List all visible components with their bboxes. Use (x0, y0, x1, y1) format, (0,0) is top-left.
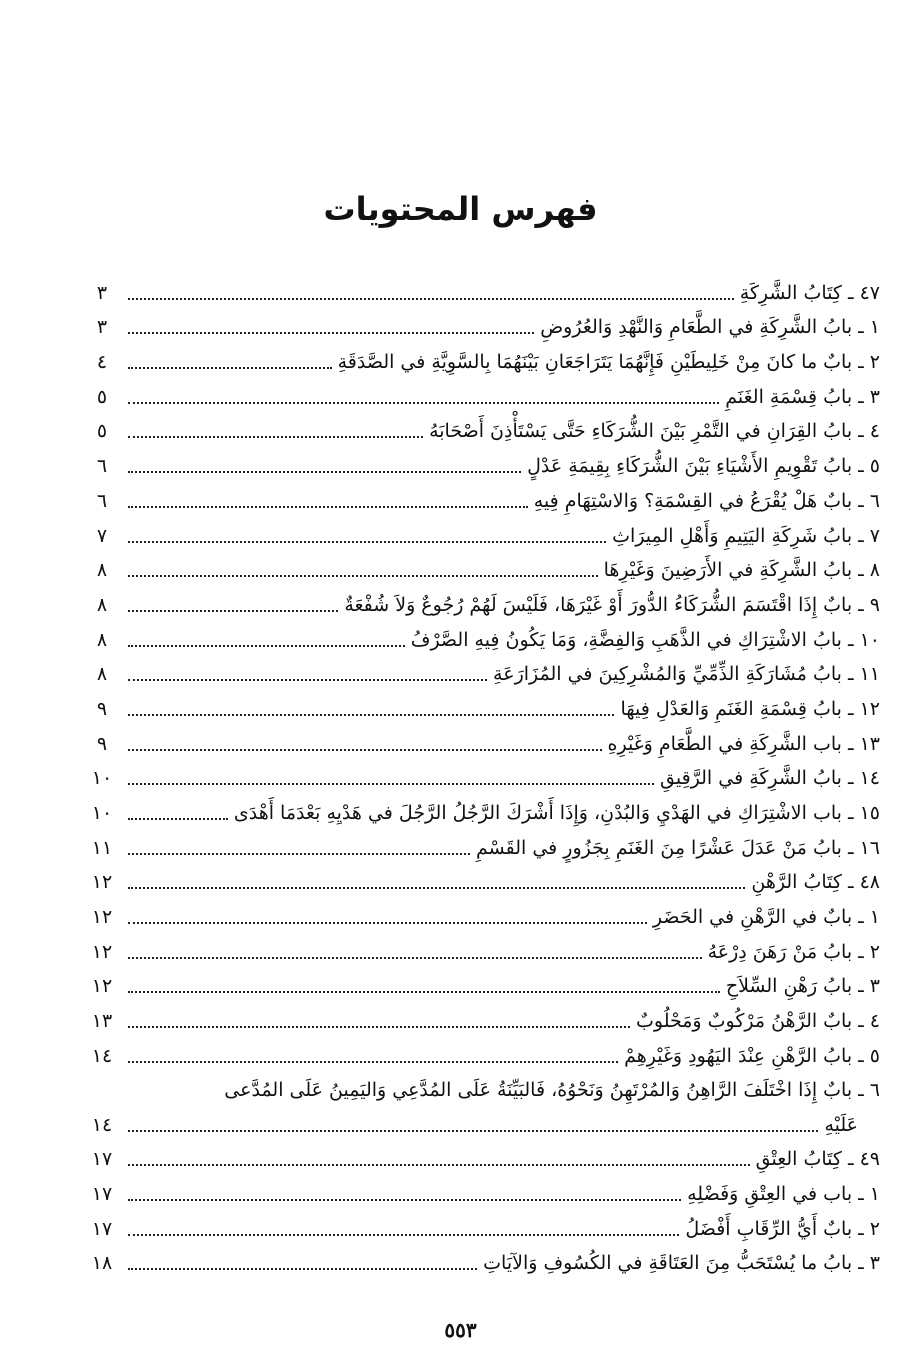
toc-page-number: ٧ (96, 524, 108, 547)
toc-entry-text: ١ ـ بابٌ في الرَّهْنِ في الحَضَرِ (652, 906, 880, 929)
toc-page-number: ١٤ (91, 1044, 113, 1067)
toc-entry (82, 899, 880, 934)
toc-page-number: ١٢ (91, 940, 113, 963)
toc-entry (82, 1003, 880, 1038)
leader-dots (128, 714, 614, 716)
toc-entry (82, 795, 880, 830)
toc-entry-text: ١٤ ـ بابُ الشَّرِكَةِ في الرَّقِيقِ (659, 767, 880, 790)
toc-entry (82, 761, 880, 796)
toc-entry (82, 483, 880, 518)
leader-dots (128, 1061, 618, 1063)
leader-dots (128, 1199, 681, 1201)
leader-dots (128, 957, 702, 959)
toc-page-number: ١٢ (91, 871, 113, 894)
toc-entry-text: ١٣ ـ باب الشَّرِكَةِ في الطَّعَامِ وَغَيْرِهِ (607, 732, 880, 755)
toc-page-number: ١٠ (91, 767, 113, 790)
toc-page-number: ٩ (96, 697, 108, 720)
leader-dots (128, 471, 521, 473)
toc-entry-text: ٦ ـ بابٌ هَلْ يُقْرَعُ في القِسْمَةِ؟ وَالاسْتِهَامِ فِيهِ (533, 489, 880, 512)
leader-dots (128, 679, 487, 681)
toc-entry (82, 969, 880, 1004)
table-of-contents (82, 275, 880, 1280)
leader-dots (128, 749, 602, 751)
toc-entry (82, 726, 880, 761)
toc-entry-text: ٢ ـ بابٌ ما كانَ مِنْ خَلِيطَيْنِ فَإِنَّهُمَا يَتَرَاجَعَانِ بَيْنَهُمَا بِالسَّوِيَّةِ في الصَّدَقَةِ (337, 351, 880, 374)
toc-entry-text: ٤٧ ـ كِتَابُ الشَّرِكَةِ (739, 281, 880, 304)
toc-page-number: ٥ (96, 385, 108, 408)
leader-dots (128, 1268, 477, 1270)
toc-page-number: ٥ (96, 420, 108, 443)
toc-page-number: ١٣ (91, 1010, 113, 1033)
toc-page-number: ١٢ (91, 906, 113, 929)
toc-entry-text: ٧ ـ بابُ شَرِكَةِ اليَتِيمِ وَأَهْلِ المِيرَاثِ (612, 524, 880, 547)
toc-entry (82, 448, 880, 483)
toc-page-number: ١٠ (91, 802, 113, 824)
toc-entry-text: ١٥ ـ باب الاشْتِرَاكِ في الهَدْيِ وَالبُدْنِ، وَإِذَا أَشْرَكَ الرَّجُلُ الرَّجُلَ في هَدْيِهِ بَعْدَمَا أَهْدَى (233, 802, 880, 824)
toc-page-number: ١١ (91, 836, 113, 859)
toc-page-number: ٤ (96, 351, 108, 374)
toc-entry (82, 1211, 880, 1246)
leader-dots (128, 853, 470, 855)
toc-entry-text: ٣ ـ بابُ ما يُسْتَحَبُّ مِنَ العَتَاقَةِ في الكُسُوفِ وَالآيَاتِ (483, 1252, 880, 1275)
toc-entry-text: ١٦ ـ بابُ مَنْ عَدَلَ عَشْرًا مِنَ الغَنَمِ بِجَزُورٍ في القَسْمِ (476, 836, 880, 859)
toc-entry (82, 587, 880, 622)
toc-entry-text: ٣ ـ بابُ رَهْنِ السِّلاَحِ (725, 975, 880, 998)
leader-dots (128, 991, 720, 993)
toc-entry (82, 1038, 880, 1073)
toc-page-number: ١٨ (91, 1252, 113, 1275)
toc-entry-text: ٢ ـ بابُ مَنْ رَهَنَ دِرْعَهُ (707, 940, 880, 963)
leader-dots (128, 402, 719, 404)
leader-dots (128, 506, 528, 508)
toc-entry-text: ٨ ـ بابُ الشَّرِكَةِ في الأَرَضِينَ وَغَيْرِهَا (603, 559, 880, 582)
toc-entry-text: ٥ ـ بابُ تَقْوِيمِ الأَشْيَاءِ بَيْنَ الشُّرَكَاءِ بِقِيمَةِ عَدْلٍ (527, 455, 880, 478)
toc-entry-text: ٣ ـ بابُ قِسْمَةِ الغَنَمِ (725, 385, 880, 408)
toc-page-number: ١٤ (91, 1113, 113, 1136)
toc-entry (82, 934, 880, 969)
toc-entry (82, 622, 880, 657)
toc-entry-text: ١ ـ باب في العِتْقِ وَفَضْلِهِ (687, 1182, 880, 1205)
toc-entry (82, 275, 880, 310)
page-number: ٥٥٣ (444, 1318, 477, 1342)
toc-entry-text: ٥ ـ بابُ الرَّهْنِ عِنْدَ اليَهُودِ وَغَيْرِهِمْ (624, 1044, 880, 1067)
leader-dots (128, 645, 405, 647)
toc-page-number: ٨ (96, 628, 108, 651)
toc-page-number: ٦ (96, 489, 108, 512)
page-title: فهرس المحتويات (323, 190, 598, 228)
leader-dots (128, 541, 606, 543)
toc-entry-text: ٤٩ ـ كِتَابُ العِتْقِ (755, 1148, 880, 1171)
toc-page-number: ١٧ (91, 1182, 113, 1205)
toc-entry (82, 553, 880, 588)
leader-dots (128, 1130, 818, 1132)
toc-entry (82, 830, 880, 865)
toc-entry (82, 691, 880, 726)
leader-dots (128, 818, 228, 820)
toc-entry-text: ٢ ـ بابٌ أَيُّ الرِّقَابِ أَفْضَلُ (685, 1217, 880, 1240)
leader-dots (128, 1026, 630, 1028)
leader-dots (128, 298, 734, 300)
toc-page-number: ٣ (96, 281, 108, 304)
leader-dots (128, 610, 338, 612)
toc-page-number: ٨ (96, 559, 108, 582)
toc-entry-text: ٤٨ ـ كِتَابُ الرَّهْنِ (751, 871, 880, 894)
toc-entry (82, 344, 880, 379)
leader-dots (128, 922, 647, 924)
toc-entry-text-continued: عَلَيْهِ (824, 1113, 858, 1136)
toc-entry (82, 1073, 880, 1142)
toc-entry-text: ٤ ـ بابٌ الرَّهْنُ مَرْكُوبٌ وَمَحْلُوبٌ (636, 1010, 880, 1033)
toc-page-number: ٣ (96, 316, 108, 339)
toc-page-number: ٨ (96, 593, 108, 616)
leader-dots (128, 436, 423, 438)
toc-entry (82, 1142, 880, 1177)
toc-page-number: ٦ (96, 455, 108, 478)
toc-entry-text: ١١ ـ بابُ مُشَارَكَةِ الذِّمِّيِّ وَالمُشْرِكِينَ في المُزَارَعَةِ (493, 663, 880, 686)
toc-entry (82, 1246, 880, 1281)
toc-entry-text: ٦ ـ بابٌ إِذَا اخْتَلَفَ الرَّاهِنُ وَالمُرْتَهِنُ وَنَحْوُهُ، فَالبَيِّنَةُ عَلَى المُدَّعِي وَاليَمِينُ عَلَى المُدَّعى (224, 1078, 880, 1101)
leader-dots (128, 1234, 679, 1236)
toc-page-number: ٩ (96, 732, 108, 755)
toc-entry (82, 865, 880, 900)
leader-dots (128, 367, 332, 369)
toc-page-number: ١٧ (91, 1217, 113, 1240)
leader-dots (128, 783, 654, 785)
toc-entry (82, 379, 880, 414)
toc-page-number: ٨ (96, 663, 108, 686)
leader-dots (128, 332, 534, 334)
toc-page-number: ١٢ (91, 975, 113, 998)
leader-dots (128, 1164, 750, 1166)
toc-entry-text: ٤ ـ بابُ القِرَانِ في التَّمْرِ بَيْنَ الشُّرَكَاءِ حَتَّى يَسْتَأْذِنَ أَصْحَابَهُ (429, 420, 880, 443)
toc-entry-text: ٩ ـ بابٌ إِذَا اقْتَسَمَ الشُّرَكَاءُ الدُّورَ أَوْ غَيْرَهَا، فَلَيْسَ لَهُمْ رُجُوعٌ وَلاَ شُفْعَةٌ (344, 593, 880, 616)
toc-page-number: ١٧ (91, 1148, 113, 1171)
toc-entry-text: ١٢ ـ بابُ قِسْمَةِ الغَنَمِ وَالعَدْلِ فِيهَا (620, 697, 880, 720)
toc-entry (82, 1176, 880, 1211)
leader-dots (128, 575, 598, 577)
toc-entry-text: ١ ـ بابُ الشَّرِكَةِ في الطَّعَامِ وَالنَّهْدِ وَالعُرُوضِ (540, 316, 880, 339)
toc-entry (82, 518, 880, 553)
toc-entry-text: ١٠ ـ بابُ الاشْتِرَاكِ في الذَّهَبِ وَالفِضَّةِ، وَمَا يَكُونُ فِيهِ الصَّرْفُ (410, 628, 880, 651)
toc-entry (82, 414, 880, 449)
leader-dots (128, 887, 745, 889)
toc-entry (82, 657, 880, 692)
toc-entry (82, 310, 880, 345)
